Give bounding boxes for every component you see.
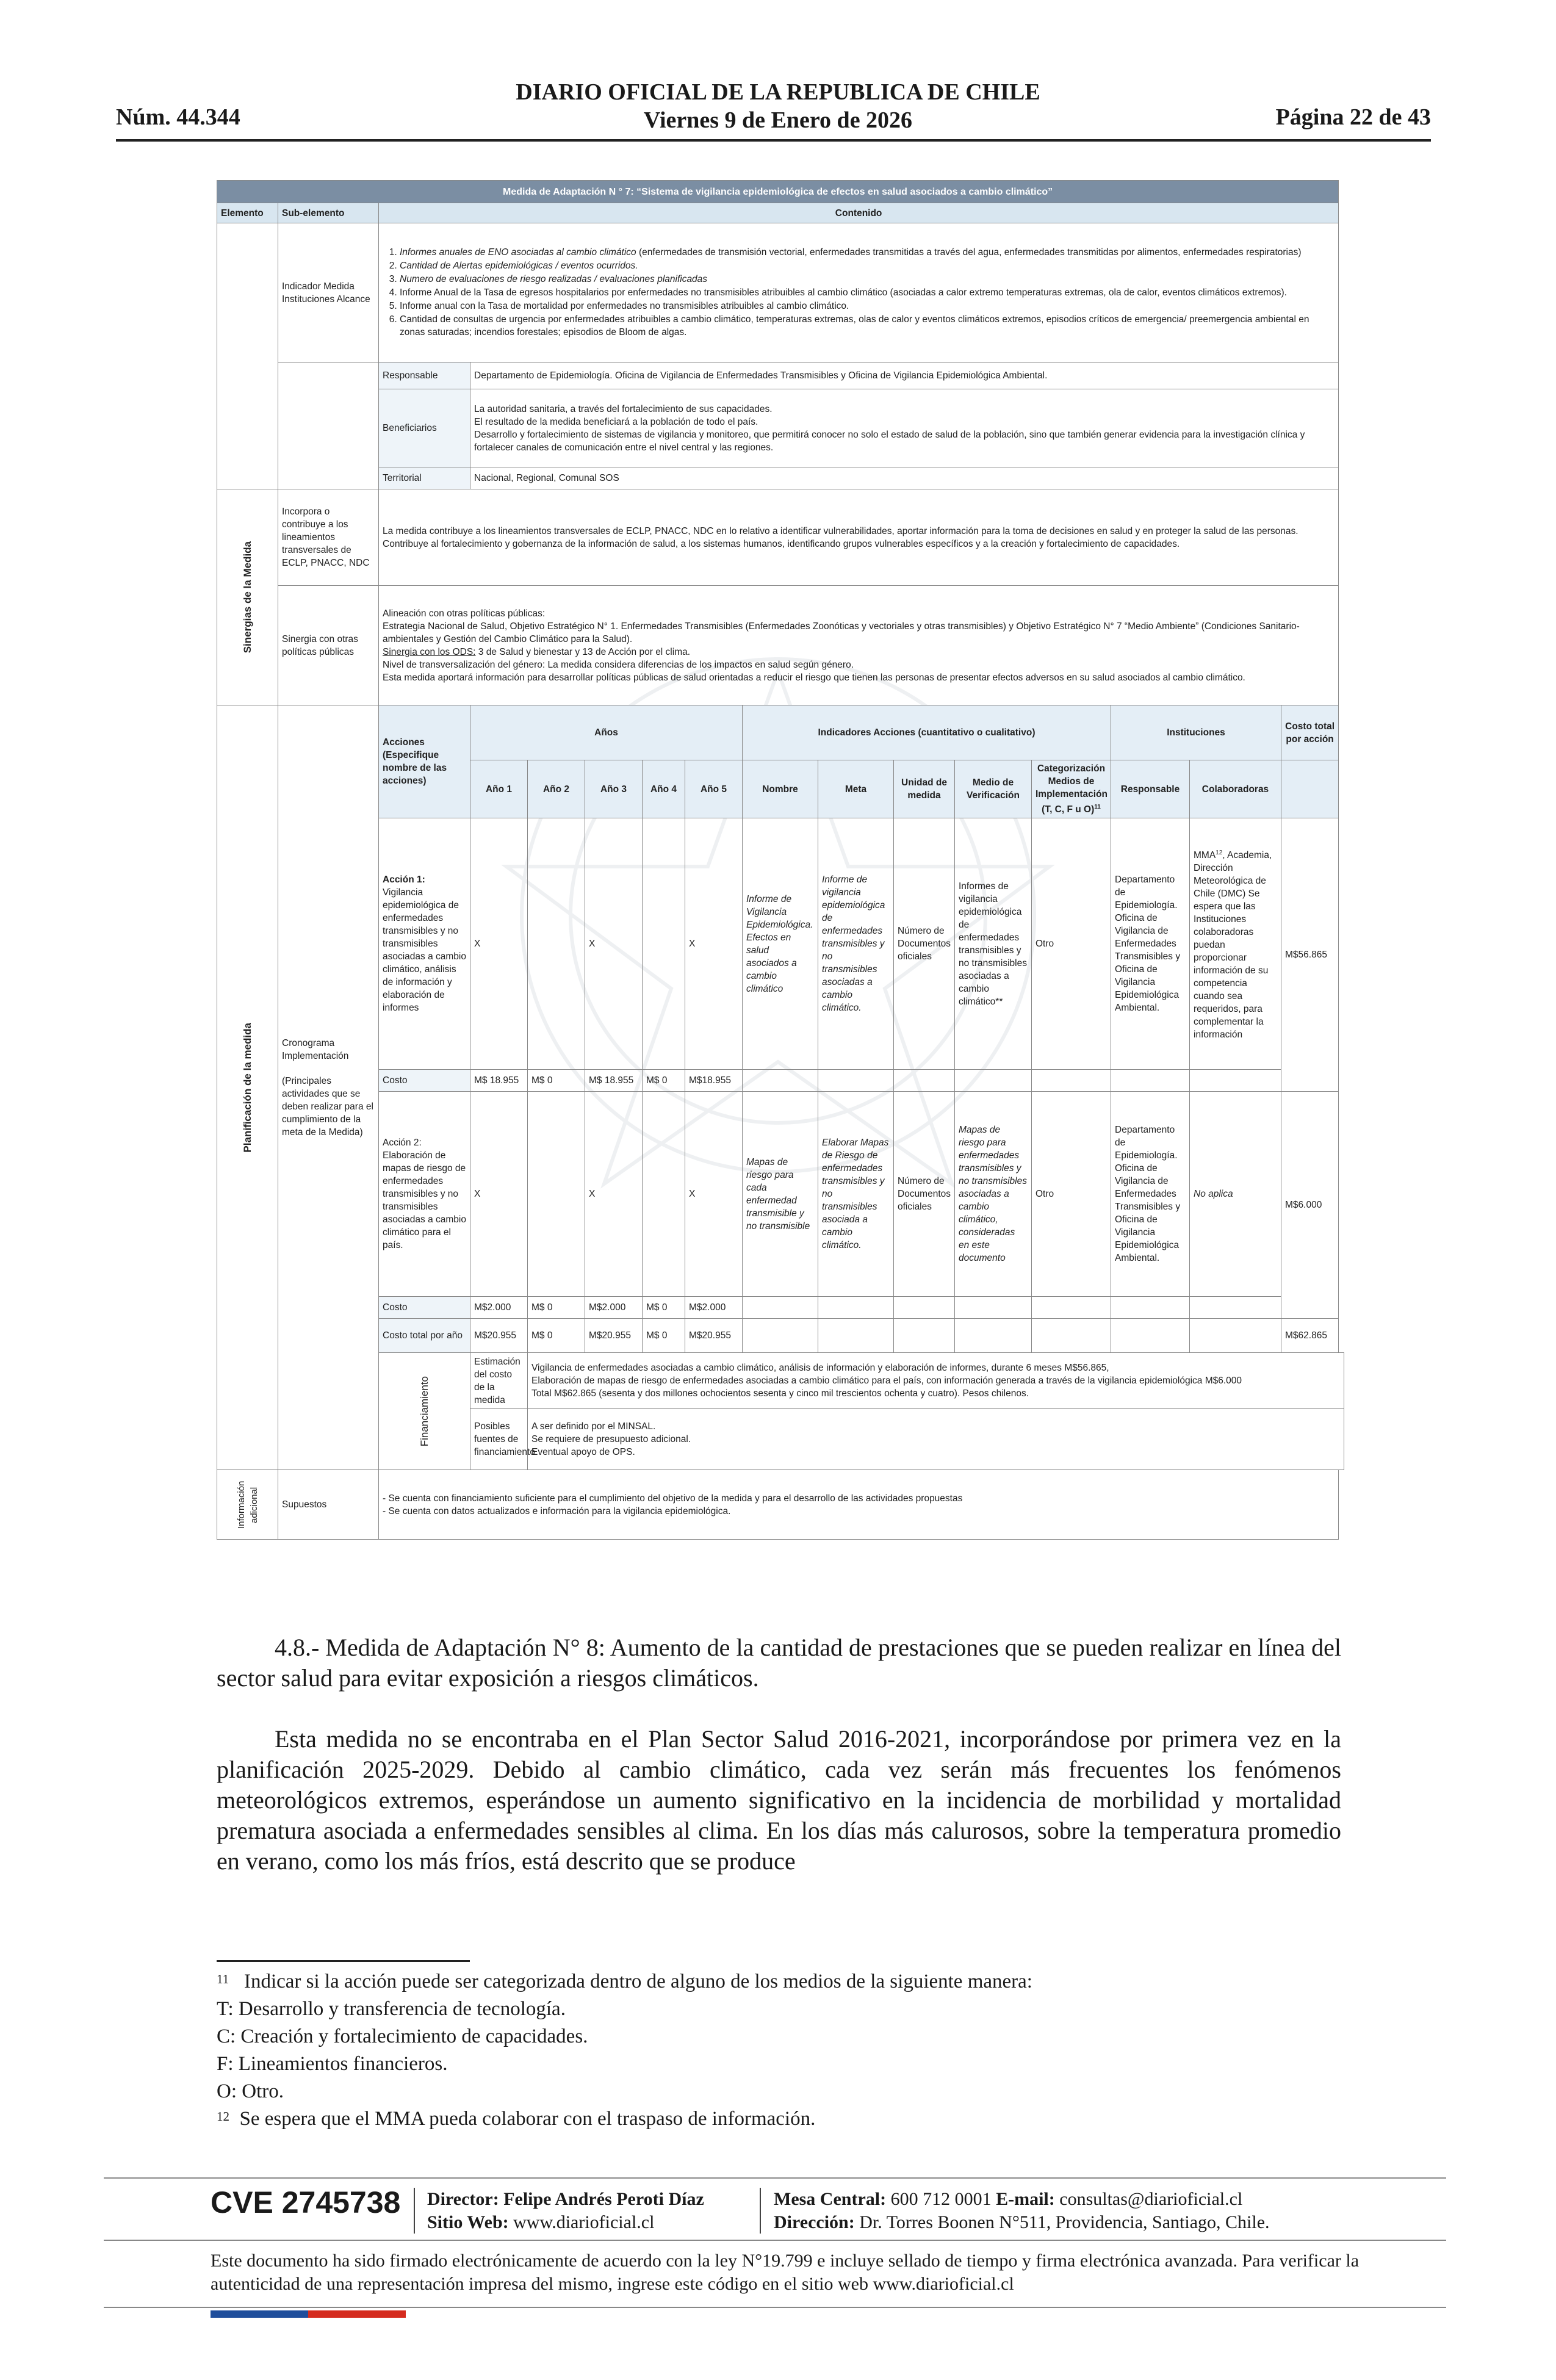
beneficiario-line: La autoridad sanitaria, a través del fortalecimiento de sus capacidades. bbox=[474, 403, 773, 414]
footnote-item: F: Lineamientos financieros. bbox=[217, 2053, 448, 2075]
otras-politicas-sub: Sinergia con otras políticas públicas bbox=[278, 586, 379, 705]
beneficiarios-value bbox=[470, 389, 1339, 467]
otras-line: Nivel de transversalización del género: La medida considera diferencias de los impactos en salud según género. bbox=[383, 659, 854, 670]
accion-1-responsable: Departamento de Epidemiología. Oficina de Vigilancia de Enfermedades Transmisibles y Oficina de Vigilancia Epidemiológica Ambiental. bbox=[1111, 818, 1190, 1070]
footer-divider-middle bbox=[104, 2240, 1446, 2241]
beneficiario-line: Desarrollo y fortalecimiento de sistemas de vigilancia y monitoreo, que permitirá conocer no solo el estado de salud de la población, sino que también generar evidencia para la investigación clínica y fortalecer canales de comunicación entre el nivel central y las regiones. bbox=[474, 429, 1305, 453]
h-year-5: Año 5 bbox=[685, 760, 743, 818]
accion-2-medio: Mapas de riesgo para enfermedades transmisibles y no transmisibles asociadas a cambio climático, consideradas en este documento bbox=[955, 1092, 1032, 1297]
incorpora-sub: Incorpora o contribuye a los lineamientos transversales de ECLP, PNACC, NDC bbox=[278, 489, 379, 586]
fuentes-line: Eventual apoyo de OPS. bbox=[531, 1447, 635, 1458]
issue-number: Núm. 44.344 bbox=[116, 104, 240, 130]
h-categorizacion: Categorización Medios de Implementación (T, C, F u O)$^{11}$ bbox=[1032, 760, 1111, 818]
h-acciones: Acciones (Especifique nombre de las acciones) bbox=[379, 705, 470, 818]
accion-2-year-5: X bbox=[685, 1092, 743, 1297]
chile-flag-bar bbox=[211, 2310, 406, 2318]
footnote-item: C: Creación y fortalecimiento de capacidades. bbox=[217, 2025, 588, 2047]
accion-1-year-1: X bbox=[470, 818, 528, 1070]
accion-2-meta: Elaborar Mapas de Riesgo de enfermedades transmisibles y no transmisibles asociada a cambio climático. bbox=[818, 1092, 894, 1297]
accion-1-costo-label: Costo bbox=[379, 1070, 470, 1092]
flag-blue-segment bbox=[211, 2310, 308, 2318]
header-divider bbox=[116, 139, 1431, 142]
accion-1-categ: Otro bbox=[1032, 818, 1111, 1070]
costo-total-anual-label: Costo total por año bbox=[379, 1319, 470, 1353]
accion-1-costo-1: M$ 18.955 bbox=[470, 1070, 528, 1092]
accion-2-desc: Acción 2: Elaboración de mapas de riesgo de enfermedades transmisibles y no transmisibles asociadas a cambio climático para el país. bbox=[379, 1092, 470, 1297]
footer-director-block: Director: Felipe Andrés Peroti Díaz Sitio Web: www.diarioficial.cl bbox=[427, 2189, 704, 2232]
otras-line: Estrategia Nacional de Salud, Objetivo Estratégico N° 1. Enfermedades Transmisibles (Enfermedades Zoonóticas y vectoriales y otras transmisibles) y Objetivo Estratégico N° 7 “Medio Ambiente” (Condiciones Sanitario-ambientales y Gestión del Cambio Climático para la Salud). bbox=[383, 621, 1300, 644]
accion-1-nombre: Informe de Vigilancia Epidemiológica. Efectos en salud asociados a cambio climático bbox=[743, 818, 818, 1070]
h-indicadores: Indicadores Acciones (cuantitativo o cualitativo) bbox=[743, 705, 1111, 760]
cronograma-title: Cronograma Implementación bbox=[282, 1037, 349, 1061]
financiamiento-element: Financiamiento bbox=[379, 1353, 470, 1470]
costo-total-year-2: M$ 0 bbox=[528, 1319, 585, 1353]
blank-cell bbox=[955, 1319, 1032, 1353]
estimacion-line: Total M$62.865 (sesenta y dos millones ochocientos sesenta y cinco mil trescientos ochenta y cuatro). Pesos chilenos. bbox=[531, 1388, 1029, 1399]
blank-cell bbox=[743, 1319, 818, 1353]
accion-2-unidad: Número de Documentos oficiales bbox=[894, 1092, 955, 1297]
table-title: Medida de Adaptación N ° 7: “Sistema de vigilancia epidemiológica de efectos en salud asociados a cambio climático” bbox=[217, 181, 1339, 203]
blank-cell bbox=[894, 1070, 955, 1092]
footer-separator bbox=[760, 2188, 761, 2234]
blank-cell bbox=[818, 1319, 894, 1353]
h-responsable: Responsable bbox=[1111, 760, 1190, 818]
beneficiario-line: El resultado de la medida beneficiará a la población de todo el país. bbox=[474, 416, 758, 427]
accion-1-costo-2: M$ 0 bbox=[528, 1070, 585, 1092]
h-colaboradoras: Colaboradoras bbox=[1190, 760, 1281, 818]
indicador-sub-blank bbox=[278, 362, 379, 489]
indicador-item: 6. Cantidad de consultas de urgencia por enfermedades atribuibles a cambio climático, temperaturas extremas, olas de calor y eventos climáticos extremos, episodios críticos de emergencia/ preemergencia ambiental en zonas saturadas; incendios forestales; episodios de Bloom de algas. bbox=[400, 313, 1334, 339]
blank-cell bbox=[818, 1070, 894, 1092]
blank-cell bbox=[1111, 1070, 1190, 1092]
h-costo-blank bbox=[1281, 760, 1339, 818]
costo-total-year-5: M$20.955 bbox=[685, 1319, 743, 1353]
cve-code: CVE 2745738 bbox=[211, 2185, 401, 2220]
accion-2-nombre: Mapas de riesgo para cada enfermedad transmisible y no transmisible bbox=[743, 1092, 818, 1297]
estimacion-content bbox=[528, 1353, 1344, 1409]
footnote-divider bbox=[217, 1960, 470, 1962]
h-unidad: Unidad de medida bbox=[894, 760, 955, 818]
blank-cell bbox=[1190, 1319, 1281, 1353]
footnote-11-line: $^{11}$ Indicar si la acción puede ser categorizada dentro de alguno de los medios de la siguiente manera: bbox=[217, 1971, 1032, 1992]
footnote-item: O: Otro. bbox=[217, 2080, 284, 2102]
otras-politicas-content bbox=[379, 586, 1339, 705]
supuestos-content bbox=[379, 1470, 1339, 1540]
h-costo-total: Costo total por acción bbox=[1281, 705, 1339, 760]
flag-red-segment bbox=[308, 2310, 406, 2318]
accion-2-costo-5: M$2.000 bbox=[685, 1297, 743, 1319]
planificacion-element: Planificación de la medida bbox=[217, 705, 278, 1470]
measure-table-container bbox=[217, 180, 1344, 1608]
accion-1-meta: Informe de vigilancia epidemiológica de enfermedades transmisibles y no transmisibles asociadas a cambio climático. bbox=[818, 818, 894, 1070]
info-adicional-element: Información adicional bbox=[217, 1470, 278, 1540]
accion-2-costo-3: M$2.000 bbox=[585, 1297, 643, 1319]
beneficiarios-label: Beneficiarios bbox=[379, 389, 470, 467]
accion-1-unidad: Número de Documentos oficiales bbox=[894, 818, 955, 1070]
blank-cell bbox=[1190, 1070, 1281, 1092]
h-anos: Años bbox=[470, 705, 743, 760]
accion-2-costo-1: M$2.000 bbox=[470, 1297, 528, 1319]
measure-7-table bbox=[217, 180, 1344, 1540]
h-medio: Medio de Verificación bbox=[955, 760, 1032, 818]
blank-cell bbox=[1111, 1319, 1190, 1353]
blank-cell bbox=[1111, 1297, 1190, 1319]
cronograma-desc: (Principales actividades que se deben realizar para el cumplimiento de la meta de la Medida) bbox=[282, 1075, 373, 1138]
blank-cell bbox=[743, 1297, 818, 1319]
page-number: Página 22 de 43 bbox=[1275, 104, 1431, 130]
blank-cell bbox=[1190, 1297, 1281, 1319]
col-subelemento: Sub-elemento bbox=[278, 203, 379, 223]
journal-title: DIARIO OFICIAL DE LA REPUBLICA DE CHILE bbox=[516, 79, 1040, 105]
accion-1-year-3: X bbox=[585, 818, 643, 1070]
accion-2-colab: No aplica bbox=[1190, 1092, 1281, 1297]
accion-2-responsable: Departamento de Epidemiología. Oficina de Vigilancia de Enfermedades Transmisibles y Oficina de Vigilancia Epidemiológica Ambiental. bbox=[1111, 1092, 1190, 1297]
accion-2-costo-4: M$ 0 bbox=[643, 1297, 685, 1319]
accion-1-year-2 bbox=[528, 818, 585, 1070]
footnote-11 bbox=[217, 1968, 1341, 2133]
supuesto-line: - Se cuenta con financiamiento suficiente para el cumplimiento del objetivo de la medida y para el desarrollo de las actividades propuestas bbox=[383, 1493, 963, 1504]
h-year-3: Año 3 bbox=[585, 760, 643, 818]
blank-cell bbox=[743, 1070, 818, 1092]
accion-1-medio: Informes de vigilancia epidemiológica de enfermedades transmisibles y no transmisibles asociadas a cambio climático** bbox=[955, 818, 1032, 1070]
territorial-label: Territorial bbox=[379, 467, 470, 489]
website-link[interactable]: www.diarioficial.cl bbox=[513, 2212, 655, 2232]
accion-1-costo-4: M$ 0 bbox=[643, 1070, 685, 1092]
ods-line: Sinergia con los ODS: 3 de Salud y bienestar y 13 de Acción por el clima. bbox=[383, 646, 691, 657]
indicador-item: 3. Numero de evaluaciones de riesgo realizadas / evaluaciones planificadas bbox=[400, 273, 1334, 286]
footer-contact-block: Mesa Central: 600 712 0001 E-mail: consultas@diarioficial.cl Dirección: Dr. Torres Boonen N°511, Providencia, Santiago, Chile. bbox=[774, 2189, 1270, 2232]
issue-date: Viernes 9 de Enero de 2026 bbox=[643, 107, 913, 133]
accion-1-costo-total: M$56.865 bbox=[1281, 818, 1339, 1092]
signature-notice: Este documento ha sido firmado electrónicamente de acuerdo con la ley N°19.799 e incluye sellado de tiempo y firma electrónica avanzada. Para verificar la autenticidad de una representación impresa del mismo, ingrese este código en el sitio web www.diarioficial.cl bbox=[211, 2251, 1360, 2294]
costo-total-year-3: M$20.955 bbox=[585, 1319, 643, 1353]
indicador-list bbox=[383, 246, 1334, 339]
estimacion-line: Elaboración de mapas de riesgo de enfermedades asociadas a cambio climático para el país, con información generada a través de la vigilancia epidemiológica M$6.000 bbox=[531, 1376, 1242, 1387]
cronograma-sub bbox=[278, 705, 379, 1470]
accion-1-colab: MMA$^{12}$, Academia, Dirección Meteorológica de Chile (DMC) Se espera que las Instituciones colaboradoras puedan proporcionar información de su competencia cuando sea requeridos, para complementar la información bbox=[1190, 818, 1281, 1070]
h-instituciones: Instituciones bbox=[1111, 705, 1281, 760]
fuentes-line: Se requiere de presupuesto adicional. bbox=[531, 1434, 691, 1445]
costo-total-year-1: M$20.955 bbox=[470, 1319, 528, 1353]
supuesto-line: - Se cuenta con datos actualizados e información para la vigilancia epidemiológica. bbox=[383, 1506, 731, 1516]
accion-2-costo-total: M$6.000 bbox=[1281, 1092, 1339, 1319]
accion-1-year-5: X bbox=[685, 818, 743, 1070]
costo-total-year-4: M$ 0 bbox=[643, 1319, 685, 1353]
h-meta: Meta bbox=[818, 760, 894, 818]
otras-line: Alineación con otras políticas públicas: bbox=[383, 608, 546, 619]
col-elemento: Elemento bbox=[217, 203, 278, 223]
territorial-value: Nacional, Regional, Comunal SOS bbox=[470, 467, 1339, 489]
accion-2-year-4 bbox=[643, 1092, 685, 1297]
blank-cell bbox=[1032, 1319, 1111, 1353]
footnote-item: T: Desarrollo y transferencia de tecnología. bbox=[217, 1998, 566, 2020]
accion-1-desc: Acción 1: Vigilancia epidemiológica de enfermedades transmisibles y no transmisibles asociadas a cambio climático, análisis de información y elaboración de informes bbox=[379, 818, 470, 1070]
accion-2-year-1: X bbox=[470, 1092, 528, 1297]
h-year-4: Año 4 bbox=[643, 760, 685, 818]
footer-divider-bottom bbox=[104, 2307, 1446, 2308]
indicador-item: 2. Cantidad de Alertas epidemiológicas / eventos ocurridos. bbox=[400, 259, 1334, 272]
h-nombre: Nombre bbox=[743, 760, 818, 818]
responsable-value: Departamento de Epidemiología. Oficina de Vigilancia de Enfermedades Transmisibles y Oficina de Vigilancia Epidemiológica Ambiental. bbox=[470, 362, 1339, 389]
accion-2-year-3: X bbox=[585, 1092, 643, 1297]
indicador-sub: Indicador Medida Instituciones Alcance bbox=[278, 223, 379, 362]
indicador-item: 4. Informe Anual de la Tasa de egresos hospitalarios por enfermedades no transmisibles atribuibles al cambio climático (asociadas a calor extremo temperaturas extremas, ola de calor, eventos climáticos extremos). bbox=[400, 286, 1334, 299]
h-year-1: Año 1 bbox=[470, 760, 528, 818]
blank-cell bbox=[894, 1297, 955, 1319]
accion-2-year-2 bbox=[528, 1092, 585, 1297]
costo-total-medida: M$62.865 bbox=[1281, 1319, 1339, 1353]
accion-2-costo-label: Costo bbox=[379, 1297, 470, 1319]
footnote-12-line: $^{12}$ Se espera que el MMA pueda colaborar con el traspaso de información. bbox=[217, 2108, 816, 2130]
otras-line: Esta medida aportará información para desarrollar políticas públicas de salud orientadas a reducir el riesgo que tienen las personas de presentar efectos adversos en su salud asociados al cambio climático. bbox=[383, 672, 1245, 683]
fuentes-sub: Posibles fuentes de financiamiento bbox=[470, 1409, 528, 1470]
blank-cell bbox=[955, 1297, 1032, 1319]
blank-cell bbox=[894, 1319, 955, 1353]
blank-cell bbox=[1032, 1297, 1111, 1319]
fuentes-line: A ser definido por el MINSAL. bbox=[531, 1421, 656, 1432]
incorpora-content: La medida contribuye a los lineamientos transversales de ECLP, PNACC, NDC en lo relativo a identificar vulnerabilidades, aportar información para la toma de decisiones en salud y en proteger la salud de las personas. Contribuye al fortalecimiento y gobernanza de la información de salud, a los sistemas humanos, identificando grupos vulnerables específicos y a la creación y fortalecimiento de capacidades. bbox=[379, 489, 1339, 586]
accion-2-costo-2: M$ 0 bbox=[528, 1297, 585, 1319]
fuentes-content bbox=[528, 1409, 1344, 1470]
blank-cell bbox=[955, 1070, 1032, 1092]
indicador-content bbox=[379, 223, 1339, 362]
supuestos-sub: Supuestos bbox=[278, 1470, 379, 1540]
accion-2-categ: Otro bbox=[1032, 1092, 1111, 1297]
col-contenido: Contenido bbox=[379, 203, 1339, 223]
section-heading-4-8: 4.8.- Medida de Adaptación N° 8: Aumento de la cantidad de prestaciones que se pueden realizar en línea del sector salud para evitar exposición a riesgos climáticos. bbox=[217, 1634, 1341, 1692]
estimacion-line: Vigilancia de enfermedades asociadas a cambio climático, análisis de información y elaboración de informes, durante 6 meses M$56.865, bbox=[531, 1363, 1109, 1374]
indicador-item: 5. Informe anual con la Tasa de mortalidad por enfermedades no transmisibles atribuibles al cambio climático. bbox=[400, 300, 1334, 312]
estimacion-sub: Estimación del costo de la medida bbox=[470, 1353, 528, 1409]
indicador-element-cell bbox=[217, 223, 278, 489]
blank-cell bbox=[1032, 1070, 1111, 1092]
accion-1-costo-3: M$ 18.955 bbox=[585, 1070, 643, 1092]
footer-divider-top bbox=[104, 2177, 1446, 2179]
sinergias-element: Sinergias de la Medida bbox=[217, 489, 278, 705]
h-year-2: Año 2 bbox=[528, 760, 585, 818]
indicador-item: 1. Informes anuales de ENO asociadas al cambio climático (enfermedades de transmisión vectorial, enfermedades transmitidas a través del agua, enfermedades transmitidas por alimentos, enfermedades respiratorias) bbox=[400, 246, 1334, 259]
journal-masthead bbox=[427, 78, 1129, 134]
email-link[interactable]: consultas@diarioficial.cl bbox=[1059, 2189, 1243, 2209]
accion-1-costo-5: M$18.955 bbox=[685, 1070, 743, 1092]
body-paragraph: Esta medida no se encontraba en el Plan Sector Salud 2016-2021, incorporándose por primera vez en la planificación 2025-2029. Debido al cambio climático, cada vez serán más frecuentes los fenómenos meteorológicos extremos, esperándose un aumento significativo en la incidencia de morbilidad y mortalidad prematura asociada a enfermedades sensibles al clima. En los días más calurosos, sobre la temperatura promedio en verano, como los más fríos, está descrito que se produce bbox=[217, 1725, 1341, 1875]
blank-cell bbox=[818, 1297, 894, 1319]
responsable-label: Responsable bbox=[379, 362, 470, 389]
footer-separator bbox=[414, 2188, 415, 2234]
accion-1-year-4 bbox=[643, 818, 685, 1070]
